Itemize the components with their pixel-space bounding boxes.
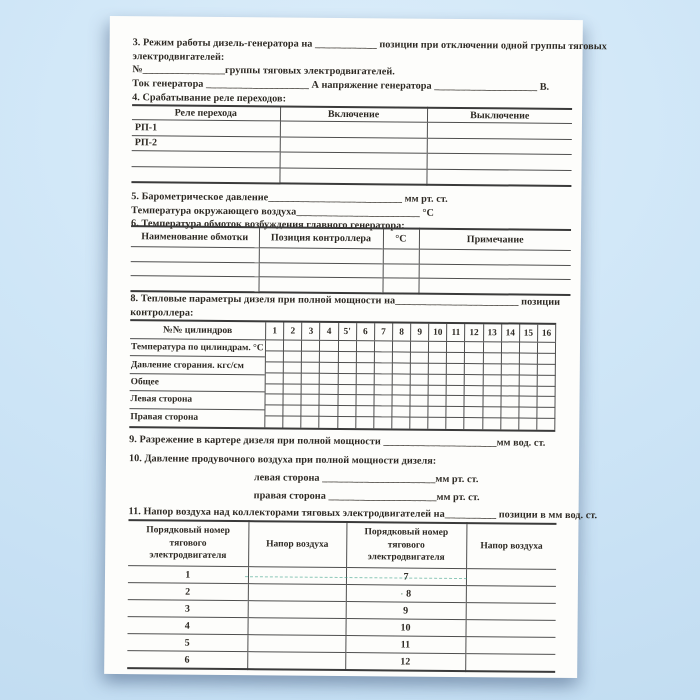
empty-cell [338, 341, 356, 352]
empty-cell [538, 354, 556, 365]
empty-cell [427, 122, 572, 139]
empty-cell [465, 342, 483, 353]
item-5-barometric-line: 5. Барометрическое давление__________________________ мм рт. ст. [131, 191, 448, 205]
empty-cell [375, 341, 393, 352]
empty-cell [284, 406, 302, 417]
empty-cell [284, 340, 302, 351]
empty-cell [447, 342, 465, 353]
motor-number-cell: 7 [346, 568, 466, 586]
column-header: °С [383, 228, 419, 249]
column-header: 4 [320, 323, 338, 340]
motor-number-cell: 1 [128, 566, 248, 584]
empty-cell [320, 363, 338, 374]
empty-cell [266, 384, 284, 395]
item-5-ambient-temp-line: Температура окружающего воздуха________________________ °С [131, 204, 434, 219]
item-8-line-2: контроллера: [130, 306, 194, 319]
empty-cell [465, 396, 483, 407]
empty-cell [411, 363, 429, 374]
empty-cell [320, 352, 338, 363]
row-label: Температура по цилиндрам. °С [130, 339, 265, 358]
item-8-line-1: 8. Тепловые параметры дизеля при полной мощности на________________________ позиции [130, 293, 561, 308]
empty-cell [279, 167, 426, 184]
air-pressure-motor-table [127, 519, 556, 673]
empty-cell [410, 407, 428, 418]
empty-cell [284, 351, 302, 362]
empty-cell [356, 385, 374, 396]
empty-cell [465, 386, 483, 397]
empty-cell [266, 351, 284, 362]
empty-cell [302, 417, 320, 428]
empty-cell [429, 407, 447, 418]
empty-cell [520, 343, 538, 354]
empty-cell [374, 374, 392, 385]
column-header: 1 [266, 322, 284, 339]
empty-cell [502, 342, 520, 353]
column-header: 13 [484, 324, 502, 341]
empty-cell [320, 395, 338, 406]
empty-cell [131, 247, 259, 263]
empty-cell [427, 153, 572, 170]
row-label: Общее [130, 374, 265, 393]
empty-cell [465, 407, 483, 418]
empty-cell [429, 363, 447, 374]
empty-cell [320, 417, 338, 428]
motor-number-cell [346, 585, 466, 603]
empty-cell [374, 385, 392, 396]
column-header: 16 [538, 325, 556, 342]
empty-cell [280, 136, 427, 153]
empty-cell [466, 586, 556, 604]
empty-cell [427, 138, 572, 155]
empty-cell [338, 417, 356, 428]
item-4-label: 4. Срабатывание реле переходов: [132, 91, 287, 104]
scan-artifact-mark: · [400, 589, 404, 599]
column-header: 10 [429, 324, 447, 341]
table-row [130, 276, 570, 295]
empty-cell [356, 352, 374, 363]
empty-cell [419, 249, 571, 265]
empty-cell [426, 169, 571, 186]
empty-cell [501, 419, 519, 430]
empty-cell [429, 342, 447, 353]
motor-number-cell: 9 [346, 602, 466, 620]
row-label: РП-1 [132, 120, 280, 137]
empty-cell [411, 374, 429, 385]
column-header: Реле перехода [174, 107, 238, 120]
empty-cell [266, 340, 284, 351]
empty-cell [483, 364, 501, 375]
column-header: 15 [520, 325, 538, 342]
empty-cell [338, 374, 356, 385]
empty-cell [283, 417, 301, 428]
column-header: Примечание [419, 229, 571, 251]
empty-cell [447, 385, 465, 396]
empty-cell [280, 121, 427, 138]
empty-cell [537, 408, 555, 419]
empty-cell [483, 386, 501, 397]
empty-cell [302, 352, 320, 363]
row-label: РП-2 [132, 135, 280, 152]
corner-header: №№ цилиндров [163, 324, 233, 337]
empty-cell [447, 353, 465, 364]
item-3-line-1: 3. Режим работы дизель-генератора на ____________ позиции при отключении одной группы тяговых [132, 37, 607, 53]
empty-cell [356, 406, 374, 417]
empty-cell [501, 397, 519, 408]
empty-cell [537, 397, 555, 408]
empty-cell [520, 353, 538, 364]
empty-cell [466, 569, 556, 587]
empty-cell [483, 342, 501, 353]
empty-cell [501, 386, 519, 397]
motor-number-cell: 11 [345, 636, 465, 654]
empty-cell [338, 406, 356, 417]
empty-cell [519, 408, 537, 419]
empty-cell [501, 364, 519, 375]
empty-cell [320, 341, 338, 352]
empty-cell [483, 397, 501, 408]
empty-cell [465, 418, 483, 429]
empty-cell [302, 362, 320, 373]
empty-cell [302, 395, 320, 406]
item-3-generator-current-line: Ток генератора ____________________ А напряжение генератора ____________________ В. [132, 77, 550, 93]
empty-cell [131, 261, 259, 277]
empty-cell [280, 152, 427, 169]
row-label: Левая сторона [129, 391, 264, 410]
empty-cell [447, 364, 465, 375]
empty-cell [519, 419, 537, 430]
motor-number-cell: 10 [345, 619, 465, 637]
column-header: 14 [502, 324, 520, 341]
row-label: Давление сгорания. кгс/см [130, 357, 265, 376]
empty-cell [519, 386, 537, 397]
column-header: Наименование обмотки [141, 231, 249, 244]
empty-cell [302, 341, 320, 352]
motor-number-cell: 12 [345, 653, 465, 672]
empty-cell [383, 263, 419, 278]
column-header: 3 [302, 323, 320, 340]
scanned-form-page [104, 16, 607, 678]
empty-cell [483, 375, 501, 386]
empty-cell [483, 407, 501, 418]
empty-cell [411, 342, 429, 353]
empty-cell [519, 375, 537, 386]
empty-cell [132, 151, 280, 168]
empty-cell [538, 343, 556, 354]
empty-cell [538, 375, 556, 386]
column-header: Порядковый номер тягового электродвигателя [146, 525, 230, 562]
empty-cell [375, 363, 393, 374]
empty-cell [265, 395, 283, 406]
item-11-line: 11. Напор воздуха над коллекторами тяговых электродвигателей на__________ позиции в мм вод. ст. [128, 506, 598, 522]
empty-cell [266, 362, 284, 373]
empty-cell [501, 408, 519, 419]
empty-cell [302, 406, 320, 417]
cylinder-table-body [129, 339, 556, 430]
empty-cell [284, 384, 302, 395]
empty-cell [374, 407, 392, 418]
column-header: 9 [411, 324, 429, 341]
empty-cell [483, 418, 501, 429]
empty-cell [501, 353, 519, 364]
empty-cell [248, 584, 346, 602]
column-header: Напор воздуха [248, 521, 346, 567]
empty-cell [410, 396, 428, 407]
column-header: 7 [375, 323, 393, 340]
item-9-line: 9. Разрежение в картере дизеля при полной мощности ______________________мм вод. ст. [129, 434, 546, 449]
row-label: Правая сторона [130, 412, 199, 423]
table-row [131, 166, 571, 186]
empty-cell [338, 363, 356, 374]
column-header: 2 [284, 322, 302, 339]
item-10-left-side-line: левая сторона ______________________мм рт. ст. [253, 471, 479, 485]
cylinder-cells-grid [264, 340, 556, 430]
empty-cell [393, 374, 411, 385]
empty-cell [465, 654, 555, 672]
empty-cell [466, 603, 556, 621]
empty-cell [320, 406, 338, 417]
empty-cell [320, 373, 338, 384]
empty-cell [429, 385, 447, 396]
empty-cell [302, 384, 320, 395]
column-header: Напор воздуха [466, 523, 556, 569]
item-10-label: 10. Давление продувочного воздуха при полной мощности дизеля: [128, 452, 437, 467]
empty-cell [392, 396, 410, 407]
empty-cell [465, 375, 483, 386]
empty-cell [465, 364, 483, 375]
empty-cell [419, 264, 571, 280]
empty-cell [392, 385, 410, 396]
column-header: 11 [447, 324, 465, 341]
motor-number-cell: 3 [128, 600, 248, 618]
empty-cell [537, 419, 555, 430]
empty-cell [356, 374, 374, 385]
empty-cell [320, 384, 338, 395]
empty-cell [447, 407, 465, 418]
empty-cell [265, 406, 283, 417]
empty-cell [383, 249, 419, 264]
empty-cell [428, 418, 446, 429]
motor-number-cell: 6 [127, 651, 247, 670]
empty-cell [393, 352, 411, 363]
empty-cell [130, 276, 258, 292]
motor-number-cell: 5 [127, 634, 247, 652]
empty-cell [520, 364, 538, 375]
empty-cell [411, 385, 429, 396]
empty-cell [418, 278, 570, 294]
empty-cell [410, 418, 428, 429]
empty-cell [338, 352, 356, 363]
column-header: Включение [280, 106, 427, 122]
cylinder-number-headers [265, 322, 556, 342]
empty-cell [259, 262, 383, 278]
empty-cell [265, 416, 283, 427]
motor-number: 8 [406, 588, 412, 600]
empty-cell [447, 418, 465, 429]
column-header: Порядковый номер тягового электродвигателя [346, 522, 466, 569]
item-3-line-2: электродвигателей: [132, 50, 225, 63]
empty-cell [447, 396, 465, 407]
empty-cell [131, 166, 279, 183]
empty-cell [356, 395, 374, 406]
empty-cell [465, 637, 555, 655]
cylinder-row-labels [129, 339, 265, 427]
table-row [127, 651, 555, 672]
empty-cell [501, 375, 519, 386]
empty-cell [483, 353, 501, 364]
empty-cell [259, 248, 383, 264]
empty-cell [537, 386, 555, 397]
empty-cell [429, 353, 447, 364]
cylinder-parameters-table [129, 319, 556, 432]
column-header: Позиция контроллера [259, 227, 383, 249]
empty-cell [284, 362, 302, 373]
empty-cell [357, 341, 375, 352]
empty-cell [284, 395, 302, 406]
empty-cell [338, 395, 356, 406]
empty-cell [465, 353, 483, 364]
column-header: 12 [465, 324, 483, 341]
empty-cell [519, 397, 537, 408]
column-header: Выключение [427, 108, 572, 124]
empty-cell [248, 601, 346, 619]
empty-cell [538, 364, 556, 375]
relay-transition-table [131, 104, 572, 187]
motor-number-cell: 2 [128, 583, 248, 601]
empty-cell [374, 396, 392, 407]
empty-cell [429, 374, 447, 385]
empty-cell [258, 277, 382, 293]
winding-temperature-table [130, 225, 571, 295]
empty-cell [392, 407, 410, 418]
empty-cell [382, 278, 418, 293]
empty-cell [247, 635, 345, 653]
empty-cell [392, 418, 410, 429]
column-header: 8 [393, 323, 411, 340]
empty-cell [393, 341, 411, 352]
empty-cell [375, 352, 393, 363]
empty-cell [356, 417, 374, 428]
column-header: 6 [357, 323, 375, 340]
item-6-label: 6. Температура обмоток возбуждения главного генератора: [131, 217, 405, 232]
empty-cell [247, 618, 345, 636]
item-10-right-side-line: правая сторона _____________________мм рт. ст. [253, 489, 480, 503]
empty-cell [247, 652, 345, 670]
empty-cell [465, 620, 555, 638]
motor-number-cell: 4 [127, 617, 247, 635]
empty-cell [374, 417, 392, 428]
empty-cell [284, 373, 302, 384]
empty-cell [429, 396, 447, 407]
empty-cell [266, 373, 284, 384]
column-header: 5' [339, 323, 357, 340]
item-3-motor-group-line: №________________группы тяговых электродвигателей. [132, 64, 395, 78]
empty-cell [356, 363, 374, 374]
empty-cell [302, 373, 320, 384]
empty-cell [393, 363, 411, 374]
empty-cell [338, 384, 356, 395]
empty-cell [447, 375, 465, 386]
empty-cell [411, 352, 429, 363]
